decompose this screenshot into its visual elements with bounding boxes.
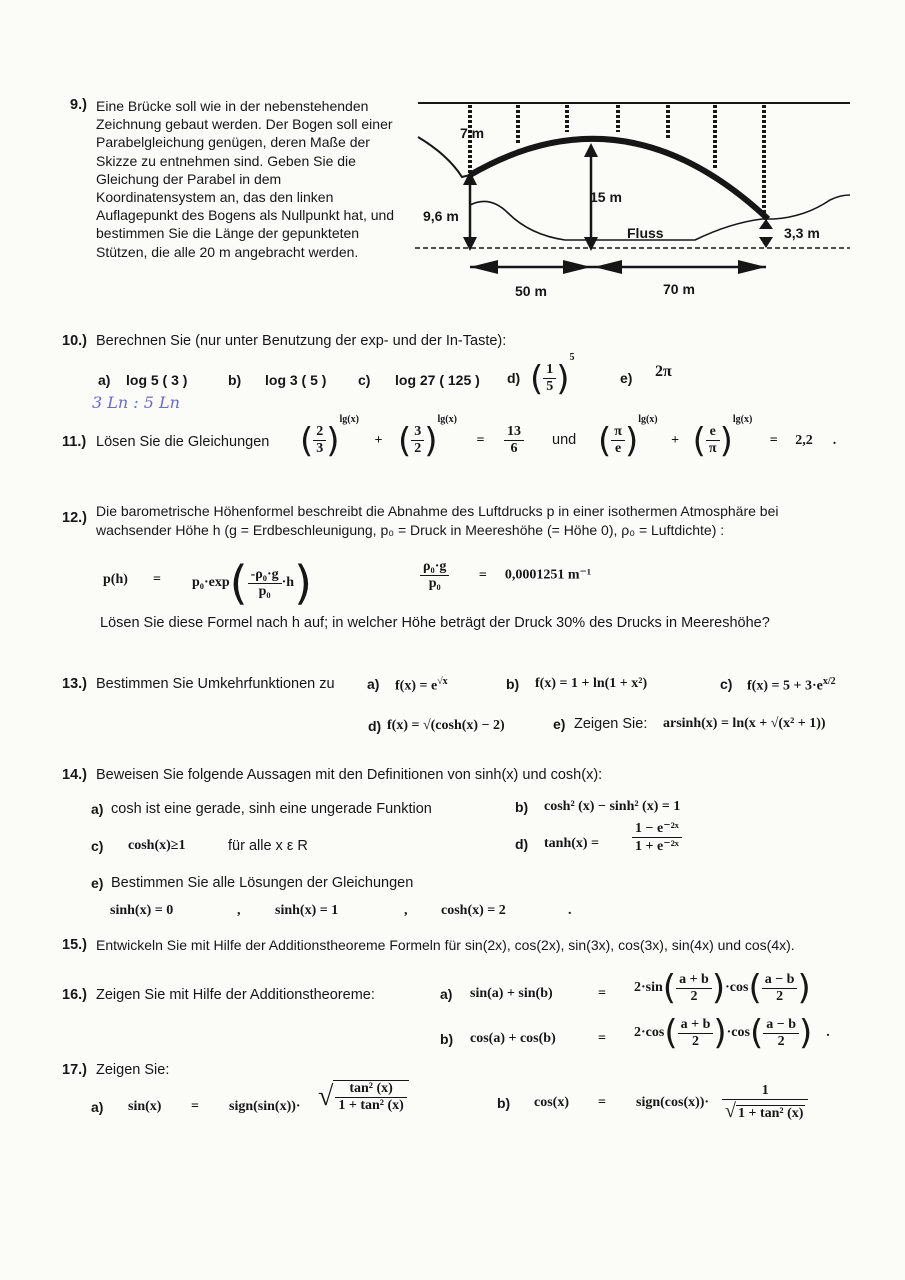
task-10b-expr: log 3 ( 5 ) <box>265 372 327 388</box>
task-10b-label: b) <box>228 372 242 388</box>
task-10c-label: c) <box>358 372 371 388</box>
task-10d-label: d) <box>507 370 521 386</box>
label-7m: 7 m <box>460 125 485 141</box>
task-14e-label: e) <box>91 875 104 891</box>
task-16b-eq: = <box>598 1031 606 1046</box>
task-17a-label: a) <box>91 1099 104 1115</box>
task-17a-rhs: sign(sin(x))· <box>229 1099 301 1114</box>
task-14e-comma-1: , <box>237 903 241 918</box>
task-16-number: 16.) <box>62 987 87 1003</box>
task-14e-eq-3: cosh(x) = 2 <box>441 903 506 918</box>
task-12-formula-ph: p(h) <box>103 572 128 587</box>
task-14c-expr: cosh(x)≥1 <box>128 838 186 853</box>
task-17-text: Zeigen Sie: <box>96 1062 170 1078</box>
task-13-number: 13.) <box>62 676 87 692</box>
task-17b-lhs: cos(x) <box>534 1095 569 1110</box>
task-13d-expr: f(x) = √(cosh(x) − 2) <box>387 718 505 733</box>
label-fluss: Fluss <box>627 225 664 241</box>
task-16a-rhs: 2·sin( $\frac{a + b}{2}$ )·cos( $\frac{a - b}{2}$ ) <box>634 968 811 1008</box>
task-17b-label: b) <box>497 1095 511 1111</box>
task-10d-expr: ( $\frac{1}{5}$ )$^5$ <box>530 352 575 399</box>
task-13e-text: Zeigen Sie: <box>574 716 648 732</box>
task-9-number: 9.) <box>70 97 87 113</box>
task-10-text: Berechnen Sie (nur unter Benutzung der exp- und der In-Taste): <box>96 333 507 349</box>
task-13a-expr: $f(x) = e^{√x}$ <box>395 676 448 694</box>
task-15-number: 15.) <box>62 937 87 953</box>
task-13b-label: b) <box>506 676 520 692</box>
task-10e-label: e) <box>620 370 633 386</box>
task-16a-lhs: sin(a) + sin(b) <box>470 986 553 1001</box>
task-14b-expr: cosh² (x) − sinh² (x) = 1 <box>544 799 681 814</box>
task-10a-label: a) <box>98 372 111 388</box>
task-13e-label: e) <box>553 716 566 732</box>
task-13a-label: a) <box>367 676 380 692</box>
label-9-6m: 9,6 m <box>423 208 459 224</box>
task-16a-label: a) <box>440 986 453 1002</box>
bridge-diagram <box>410 95 855 310</box>
task-10a-expr: log 5 ( 3 ) <box>126 372 188 388</box>
task-11-equation-1: ( $\frac{2}{3}$ )$^{lg(x)}$ + ( $\frac{3}{2}$ )$^{lg(x)}$ = $\frac{13}{6}$ <box>300 414 524 461</box>
task-16b-rhs: 2·cos( $\frac{a + b}{2}$ )·cos( $\frac{a - b}{2}$ ) . <box>634 1013 830 1053</box>
handwritten-note: 3 Ln : 5 Ln <box>92 393 180 412</box>
task-16b-lhs: cos(a) + cos(b) <box>470 1031 556 1046</box>
label-70m: 70 m <box>663 281 695 297</box>
task-14-number: 14.) <box>62 767 87 783</box>
task-12-formula-eq: = <box>153 572 161 587</box>
task-14c-label: c) <box>91 838 104 854</box>
task-14e-eq-1: sinh(x) = 0 <box>110 903 174 918</box>
task-14d-fraction: $\frac{\text{1 − e⁻²ˣ}}{\text{1 + e⁻²ˣ}}$ <box>632 820 682 855</box>
task-10c-expr: log 27 ( 125 ) <box>395 372 480 388</box>
task-12-line-3: Lösen Sie diese Formel nach h auf; in welcher Höhe beträgt der Druck 30% des Drucks in Meereshöhe? <box>100 615 770 631</box>
task-16a-eq: = <box>598 986 606 1001</box>
task-13c-label: c) <box>720 676 733 692</box>
task-11-und: und <box>552 432 577 448</box>
task-14d-expr: tanh(x) = <box>544 836 600 851</box>
task-17-number: 17.) <box>62 1062 87 1078</box>
task-13-text: Bestimmen Sie Umkehrfunktionen zu <box>96 676 335 692</box>
task-9-text: Eine Brücke soll wie in der nebenstehenden Zeichnung gebaut werden. Der Bogen soll einer Parabelgleichung genügen, deren Maße der Skizze zu entnehmen sind. Geben Sie die Gleichung der Parabel in dem Koordinatensystem an, das den linken Auflagepunkt des Bogens als Nullpunkt hat, und bestimmen Sie die Länge der gepunkteten Stützen, die alle 20 m angebracht werden. <box>96 98 395 260</box>
task-11-equation-2: ( $\frac{\pi}{e}$ )$^{lg(x)}$ + ( $\frac{e}{\pi}$ )$^{lg(x)}$ = 2,2 . <box>598 414 837 461</box>
task-13c-expr: $f(x) = 5 + 3\cdot e^{x/2}$ <box>747 676 836 694</box>
task-13d-label: d) <box>368 718 382 734</box>
task-13e-expr: arsinh(x) = ln(x + √(x² + 1)) <box>663 716 826 731</box>
task-14e-text: Bestimmen Sie alle Lösungen der Gleichungen <box>111 875 414 891</box>
task-11-text: Lösen Sie die Gleichungen <box>96 434 270 450</box>
task-12-line-2: wachsender Höhe h (g = Erdbeschleunigung, p₀ = Druck in Meereshöhe (= Höhe 0), ρ₀ = Luftdichte) : <box>96 522 725 538</box>
label-15m: 15 m <box>590 189 622 205</box>
task-15-text: Entwickeln Sie mit Hilfe der Additionstheoreme Formeln für sin(2x), cos(2x), sin(3x), cos(3x), sin(4x) und cos(4x). <box>96 937 795 953</box>
task-14-text: Beweisen Sie folgende Aussagen mit den Definitionen von sinh(x) und cosh(x): <box>96 767 603 783</box>
task-10e-expr: 2π <box>655 363 672 380</box>
task-17a-root: √ $\frac{\text{tan² (x)}}{\text{1 + tan² (x)}}$ <box>318 1080 409 1114</box>
task-17a-lhs: sin(x) <box>128 1099 162 1114</box>
task-14a-label: a) <box>91 801 104 817</box>
task-12-line-1: Die barometrische Höhenformel beschreibt die Abnahme des Luftdrucks p in einer isothermen Atmosphäre bei <box>96 503 779 519</box>
task-14e-eq-2: sinh(x) = 1 <box>275 903 339 918</box>
task-10-number: 10.) <box>62 333 87 349</box>
task-17b-rhs: sign(cos(x))· <box>636 1095 710 1110</box>
task-12-constant: $\frac{\text{ρ₀·g}}{\text{p₀}}$ = 0,0001251 m⁻¹ <box>420 559 591 592</box>
task-16-text: Zeigen Sie mit Hilfe der Additionstheoreme: <box>96 987 375 1003</box>
task-12-formula-rhs: p₀·exp( $\frac{\text{-ρ₀·g}}{\text{p₀}}$ ·h) <box>192 556 313 610</box>
task-13b-expr: f(x) = 1 + ln(1 + x²) <box>535 676 648 691</box>
label-50m: 50 m <box>515 283 547 299</box>
task-14d-label: d) <box>515 836 529 852</box>
label-3-3m: 3,3 m <box>784 225 820 241</box>
task-14c-text: für alle x ε R <box>228 838 308 854</box>
task-14a-text: cosh ist eine gerade, sinh eine ungerade Funktion <box>111 801 432 817</box>
task-11-number: 11.) <box>62 434 87 450</box>
task-16b-label: b) <box>440 1031 454 1047</box>
task-14b-label: b) <box>515 799 529 815</box>
task-17b-fraction: $\frac{1}{\text{√ 1 + tan² (x)}}$ <box>722 1083 808 1123</box>
task-14e-comma-2: , <box>404 903 408 918</box>
task-17a-eq: = <box>191 1099 199 1114</box>
task-17b-eq: = <box>598 1095 606 1110</box>
task-14e-dot: . <box>568 903 572 918</box>
task-12-number: 12.) <box>62 510 87 526</box>
